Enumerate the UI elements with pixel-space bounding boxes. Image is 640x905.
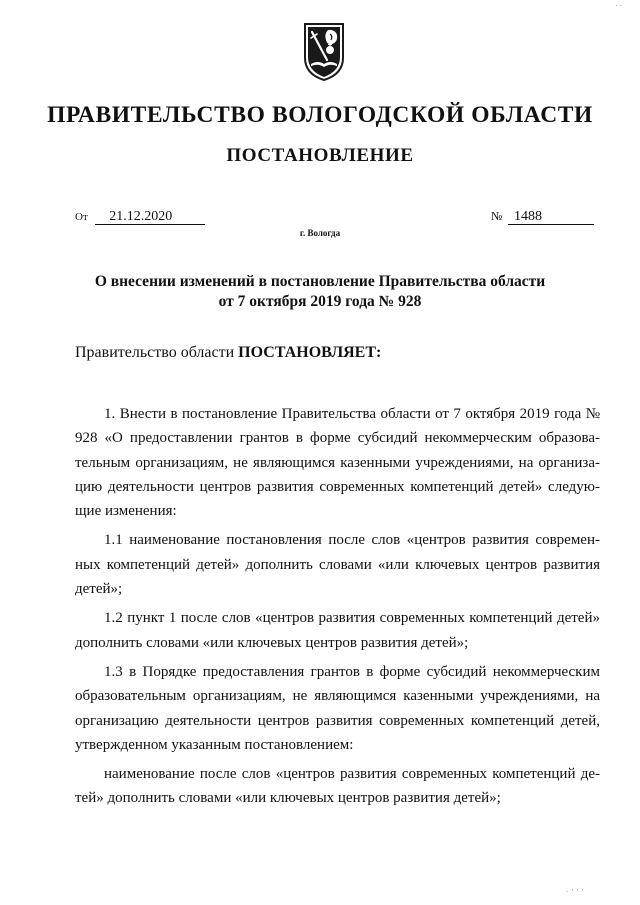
document-body [75,402,600,811]
body-paragraph: 1.1 наименование постановления после слов «центров развития современных компетенций детей» дополнить словами «или ключевых центров развития детей»; [75,532,600,598]
body-paragraph: 1. Внести в постановление Правительства области от 7 октября 2019 года № 928 «О предоставлении грантов в форме субсидий некоммерческим образовательным организациям, не являющимся казенными учреждениями, на организацию деятельности центров развития современных компетенций детей» следующие изменения: [75,406,600,520]
document-number: 1488 [508,209,594,225]
body-paragraph: 1.3 в Порядке предоставления грантов в форме субсидий некоммерческим образовательным организациям, не являющимся казенными учреждениями, на организацию деятельности центров развития современных компетенций детей, утвержденном указанным постановлением: [75,663,600,753]
resolution-intro-prefix: Правительство области [75,344,239,361]
organization-title: ПРАВИТЕЛЬСТВО ВОЛОГОДСКОЙ ОБЛАСТИ [47,102,593,128]
city-label: г. Вологда [299,228,341,238]
document-title-line: от 7 октября 2019 года № 928 [218,293,422,310]
resolution-intro [75,344,381,362]
document-type-heading: ПОСТАНОВЛЕНИЕ [226,145,414,166]
resolution-verb: ПОСТАНОВЛЯЕТ: [238,344,382,361]
number-line [491,209,594,225]
scan-corner-mark: · ' ' ' [566,888,585,896]
date-line [75,209,205,225]
body-paragraph: наименование после слов «центров развития современных компетенций детей» дополнить словами «или ключевых центров развития детей»; [75,766,600,807]
date-label: От [75,211,88,223]
document-title-line: О внесении изменений в постановление Правительства области [94,273,546,290]
document-date: 21.12.2020 [95,209,205,225]
number-label: № [491,209,503,223]
document-title [60,272,580,312]
body-paragraph: 1.2 пункт 1 после слов «центров развития современных компетенций детей» дополнить словами «или ключевых центров развития детей»; [75,610,600,651]
scan-corner-mark: · · [615,2,622,10]
vologda-oblast-coat-of-arms-icon [302,20,346,82]
